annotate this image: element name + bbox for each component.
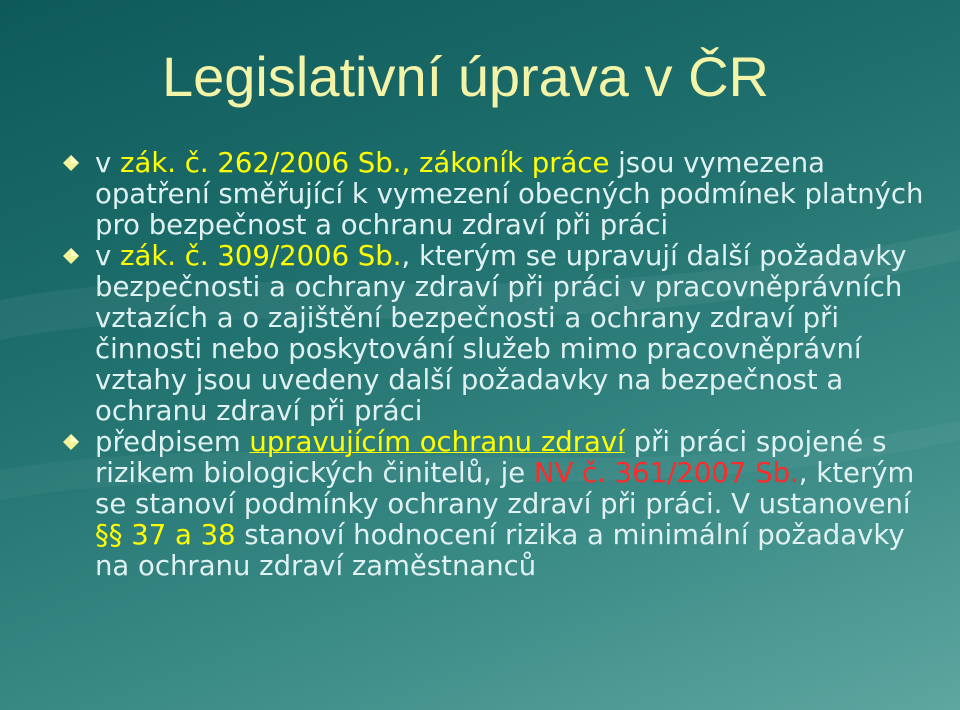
bullet-item-zakonik-prace [60,148,940,241]
bullet-text: při práci spojené s rizikem biologických činitelů, je [95,426,887,489]
slide-title: Legislativní úprava v ČR [162,45,769,108]
highlight-ochrana-zdravi: upravujícím ochranu zdraví [249,426,625,458]
bullet-text: v [95,147,121,179]
diamond-bullet-icon [62,433,80,451]
law-reference-262-2006: zák. č. 262/2006 Sb., zákoník práce [120,147,610,179]
bullet-list [60,148,940,582]
diamond-bullet-icon [62,247,80,265]
bullet-text: v [95,240,121,272]
bullet-text: jsou vymezena opatření směřující k vymezení obecných podmínek platných pro bezpečnost a ochranu zdraví při práci [95,147,924,241]
law-reference-309-2006: zák. č. 309/2006 Sb. [120,240,402,272]
diamond-bullet-icon [62,154,80,172]
bullet-item-nv-361 [60,427,940,582]
bullet-text: , kterým se upravují další požadavky bezpečnosti a ochrany zdraví při práci v pracovněprávních vztazích a o zajištění bezpečnosti a ochrany zdraví při činnosti nebo poskytování služeb mimo pracovněprávní vztahy jsou uvedeny další požadavky na bezpečnost a ochranu zdraví při práci [95,240,907,427]
paragraph-reference-37-38: §§ 37 a 38 [95,519,236,551]
bullet-text: stanoví hodnocení rizika a minimální požadavky na ochranu zdraví zaměstnanců [95,519,905,582]
bullet-text: , kterým se stanoví podmínky ochrany zdraví při práci. V ustanovení [95,457,915,520]
law-reference-nv-361-2007: NV č. 361/2007 Sb. [533,457,799,489]
bullet-item-zakon-309 [60,241,940,427]
bullet-text: předpisem [95,426,250,458]
